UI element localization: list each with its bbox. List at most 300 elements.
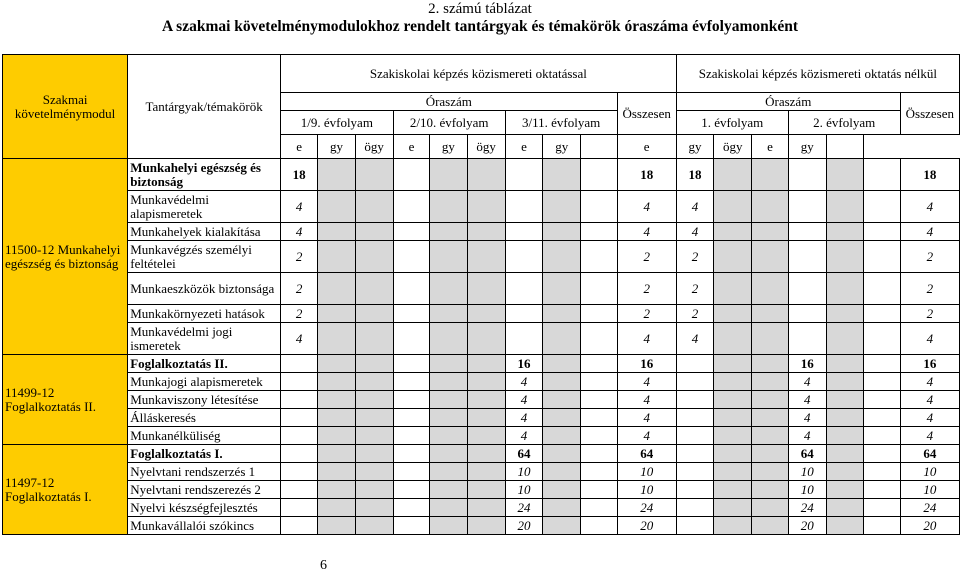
subject-name: Nyelvtani rendszerezés 2: [128, 481, 281, 499]
cell-empty: [543, 499, 581, 517]
cell-empty: [863, 223, 900, 241]
cell-empty: [543, 391, 581, 409]
subject-name: Munkajogi alapismeretek: [128, 373, 281, 391]
cell-empty: [714, 273, 752, 305]
cell-empty: [826, 355, 863, 373]
cell-y3-e: 20: [505, 517, 543, 535]
cell-empty: [355, 191, 393, 223]
cell-empty: [318, 481, 355, 499]
cell-empty: [863, 517, 900, 535]
header-total-1: Összesen: [617, 93, 676, 135]
cell-empty: [393, 241, 429, 273]
cell-empty: [318, 323, 355, 355]
cell-empty: [467, 499, 505, 517]
cell-empty: [752, 323, 788, 355]
subheader-gy: gy: [318, 135, 355, 159]
cell-empty: [788, 241, 826, 273]
cell-empty: [393, 517, 429, 535]
cell-empty: [863, 391, 900, 409]
cell-n2-e: 16: [788, 355, 826, 373]
cell-empty: [393, 463, 429, 481]
cell-empty: [543, 355, 581, 373]
cell-empty: [467, 463, 505, 481]
cell-empty: [505, 273, 543, 305]
table-row: [3, 481, 960, 499]
cell-empty: [280, 445, 317, 463]
cell-empty: [714, 159, 752, 191]
cell-empty: [505, 159, 543, 191]
cell-y1-e: 4: [280, 323, 317, 355]
cell-empty: [318, 409, 355, 427]
table-caption: [0, 0, 960, 36]
cell-empty: [467, 445, 505, 463]
cell-empty: [430, 445, 467, 463]
cell-empty: [318, 427, 355, 445]
cell-empty: [430, 273, 467, 305]
cell-empty: [543, 223, 581, 241]
header-hours-1: Óraszám: [280, 93, 617, 111]
cell-empty: [543, 463, 581, 481]
cell-empty: [430, 241, 467, 273]
cell-y1-e: 2: [280, 305, 317, 323]
cell-empty: [467, 373, 505, 391]
cell-y3-e: 4: [505, 391, 543, 409]
cell-empty: [467, 481, 505, 499]
cell-empty: [676, 427, 713, 445]
cell-n2-e: 4: [788, 409, 826, 427]
cell-empty: [280, 463, 317, 481]
cell-empty: [393, 499, 429, 517]
cell-empty: [280, 481, 317, 499]
cell-empty: [467, 323, 505, 355]
cell-empty: [826, 159, 863, 191]
cell-empty: [318, 273, 355, 305]
cell-y1-e: 18: [280, 159, 317, 191]
table-row: [3, 159, 960, 191]
cell-empty: [505, 305, 543, 323]
cell-empty: [355, 241, 393, 273]
subheader-gy: gy: [543, 135, 581, 159]
cell-empty: [581, 323, 617, 355]
cell-empty: [581, 223, 617, 241]
cell-empty: [543, 273, 581, 305]
cell-empty: [752, 463, 788, 481]
cell-empty: [467, 427, 505, 445]
header-hours-2: Óraszám: [676, 93, 900, 111]
cell-y3-e: 4: [505, 409, 543, 427]
cell-empty: [863, 373, 900, 391]
cell-empty: [430, 373, 467, 391]
header-year-2: 2/10. évfolyam: [393, 111, 505, 135]
cell-empty: [543, 427, 581, 445]
cell-empty: [752, 445, 788, 463]
cell-empty: [355, 305, 393, 323]
cell-empty: [788, 305, 826, 323]
cell-empty: [318, 191, 355, 223]
cell-total-1: 64: [617, 445, 676, 463]
cell-empty: [467, 159, 505, 191]
cell-empty: [355, 499, 393, 517]
cell-n2-e: 24: [788, 499, 826, 517]
cell-empty: [393, 373, 429, 391]
cell-empty: [676, 481, 713, 499]
cell-empty: [863, 323, 900, 355]
header-without-general: Szakiskolai képzés közismereti oktatás nélkül: [676, 55, 959, 93]
subject-name: Munkakörnyezeti hatások: [128, 305, 281, 323]
cell-empty: [581, 241, 617, 273]
header-with-general: Szakiskolai képzés közismereti oktatással: [280, 55, 676, 93]
cell-empty: [676, 445, 713, 463]
hours-table: [2, 54, 960, 535]
cell-empty: [714, 517, 752, 535]
cell-empty: [355, 481, 393, 499]
table-row: [3, 499, 960, 517]
cell-total-2: 2: [900, 305, 959, 323]
cell-empty: [581, 445, 617, 463]
cell-empty: [676, 517, 713, 535]
cell-empty: [714, 427, 752, 445]
cell-empty: [788, 223, 826, 241]
table-number: 2. számú táblázat: [428, 1, 532, 17]
cell-empty: [467, 191, 505, 223]
cell-empty: [714, 445, 752, 463]
table-row: [3, 409, 960, 427]
cell-empty: [863, 409, 900, 427]
cell-empty: [752, 273, 788, 305]
subject-name: Munkavállalói szókincs: [128, 517, 281, 535]
cell-empty: [676, 391, 713, 409]
table-row: [3, 463, 960, 481]
cell-empty: [318, 159, 355, 191]
cell-n2-e: 10: [788, 463, 826, 481]
subject-name: Álláskeresés: [128, 409, 281, 427]
cell-empty: [543, 373, 581, 391]
cell-empty: [752, 373, 788, 391]
cell-n2-e: 20: [788, 517, 826, 535]
cell-empty: [355, 409, 393, 427]
cell-total-2: 2: [900, 241, 959, 273]
cell-empty: [355, 463, 393, 481]
cell-empty: [280, 499, 317, 517]
cell-empty: [714, 391, 752, 409]
cell-empty: [430, 355, 467, 373]
cell-empty: [543, 323, 581, 355]
cell-n2-e: 4: [788, 373, 826, 391]
table-row: [3, 373, 960, 391]
cell-empty: [543, 191, 581, 223]
cell-empty: [393, 273, 429, 305]
cell-empty: [676, 355, 713, 373]
cell-total-1: 4: [617, 427, 676, 445]
subject-name: Nyelvi készségfejlesztés: [128, 499, 281, 517]
cell-total-1: 20: [617, 517, 676, 535]
cell-empty: [826, 445, 863, 463]
table-row: [3, 223, 960, 241]
cell-total-1: 4: [617, 409, 676, 427]
cell-empty: [714, 355, 752, 373]
cell-empty: [714, 223, 752, 241]
cell-empty: [430, 481, 467, 499]
cell-total-2: 4: [900, 191, 959, 223]
header-nyear-1: 1. évfolyam: [676, 111, 788, 135]
table-row: [3, 241, 960, 273]
cell-empty: [863, 481, 900, 499]
cell-total-2: 4: [900, 223, 959, 241]
cell-empty: [714, 499, 752, 517]
cell-empty: [467, 305, 505, 323]
subject-name: Munkavégzés személyi feltételei: [128, 241, 281, 273]
header-nyear-2: 2. évfolyam: [788, 111, 900, 135]
cell-total-1: 18: [617, 159, 676, 191]
cell-empty: [752, 305, 788, 323]
header-year-3: 3/11. évfolyam: [505, 111, 617, 135]
cell-empty: [714, 463, 752, 481]
cell-total-1: 16: [617, 355, 676, 373]
subject-name: Foglalkoztatás I.: [128, 445, 281, 463]
cell-empty: [826, 391, 863, 409]
cell-n1-e: 2: [676, 305, 713, 323]
cell-empty: [863, 191, 900, 223]
table-row: [3, 323, 960, 355]
subheader-e: e: [752, 135, 788, 159]
cell-total-2: 64: [900, 445, 959, 463]
cell-y3-e: 16: [505, 355, 543, 373]
cell-empty: [863, 241, 900, 273]
cell-n1-e: 2: [676, 241, 713, 273]
cell-empty: [714, 323, 752, 355]
cell-y1-e: 4: [280, 191, 317, 223]
cell-empty: [676, 409, 713, 427]
cell-empty: [467, 273, 505, 305]
cell-empty: [505, 323, 543, 355]
cell-empty: [430, 159, 467, 191]
cell-empty: [752, 481, 788, 499]
subheader-blank: [826, 135, 863, 159]
cell-empty: [393, 409, 429, 427]
subheader-ogy: ögy: [467, 135, 505, 159]
cell-empty: [318, 373, 355, 391]
cell-total-1: 4: [617, 323, 676, 355]
cell-empty: [318, 355, 355, 373]
cell-empty: [543, 305, 581, 323]
cell-empty: [318, 463, 355, 481]
cell-empty: [826, 409, 863, 427]
cell-empty: [581, 481, 617, 499]
cell-empty: [581, 159, 617, 191]
table-row: [3, 517, 960, 535]
table-row: [3, 305, 960, 323]
cell-empty: [752, 191, 788, 223]
cell-empty: [355, 273, 393, 305]
cell-empty: [318, 499, 355, 517]
cell-empty: [430, 323, 467, 355]
cell-empty: [355, 373, 393, 391]
cell-empty: [863, 159, 900, 191]
cell-empty: [826, 305, 863, 323]
cell-empty: [543, 409, 581, 427]
cell-empty: [393, 445, 429, 463]
cell-empty: [581, 409, 617, 427]
cell-empty: [752, 391, 788, 409]
subject-name: Munkahelyi egészség és biztonság: [128, 159, 281, 191]
cell-empty: [430, 499, 467, 517]
cell-empty: [280, 517, 317, 535]
cell-y3-e: 4: [505, 373, 543, 391]
cell-total-1: 2: [617, 241, 676, 273]
cell-empty: [393, 355, 429, 373]
cell-empty: [355, 223, 393, 241]
cell-total-1: 4: [617, 391, 676, 409]
subheader-gy: gy: [676, 135, 713, 159]
cell-empty: [863, 305, 900, 323]
cell-empty: [355, 355, 393, 373]
cell-empty: [863, 463, 900, 481]
header-total-2: Összesen: [900, 93, 959, 135]
cell-empty: [863, 445, 900, 463]
cell-empty: [430, 409, 467, 427]
cell-empty: [581, 499, 617, 517]
subject-name: Munkanélküliség: [128, 427, 281, 445]
cell-empty: [826, 273, 863, 305]
cell-total-1: 4: [617, 373, 676, 391]
cell-empty: [318, 517, 355, 535]
cell-y3-e: 64: [505, 445, 543, 463]
cell-empty: [543, 517, 581, 535]
cell-empty: [581, 305, 617, 323]
cell-empty: [581, 355, 617, 373]
cell-empty: [752, 409, 788, 427]
cell-empty: [393, 191, 429, 223]
cell-n2-e: 4: [788, 391, 826, 409]
cell-empty: [393, 223, 429, 241]
cell-empty: [318, 223, 355, 241]
cell-total-2: 18: [900, 159, 959, 191]
subject-name: Munkavédelmi alapismeretek: [128, 191, 281, 223]
cell-empty: [430, 305, 467, 323]
cell-empty: [676, 499, 713, 517]
cell-empty: [430, 223, 467, 241]
header-subject: Tantárgyak/témakörök: [128, 55, 281, 159]
cell-empty: [752, 241, 788, 273]
cell-total-2: 16: [900, 355, 959, 373]
cell-empty: [826, 499, 863, 517]
cell-empty: [467, 517, 505, 535]
cell-empty: [752, 517, 788, 535]
cell-total-1: 2: [617, 273, 676, 305]
cell-empty: [788, 159, 826, 191]
cell-empty: [863, 499, 900, 517]
cell-empty: [393, 159, 429, 191]
cell-n1-e: 18: [676, 159, 713, 191]
cell-empty: [543, 159, 581, 191]
cell-empty: [393, 391, 429, 409]
cell-empty: [430, 427, 467, 445]
cell-empty: [280, 427, 317, 445]
cell-empty: [355, 445, 393, 463]
cell-empty: [543, 241, 581, 273]
cell-empty: [581, 517, 617, 535]
cell-empty: [467, 391, 505, 409]
subheader-ogy: ögy: [355, 135, 393, 159]
cell-empty: [714, 481, 752, 499]
cell-empty: [788, 323, 826, 355]
cell-y3-e: 10: [505, 481, 543, 499]
cell-n1-e: 4: [676, 323, 713, 355]
cell-empty: [467, 241, 505, 273]
table-row: [3, 445, 960, 463]
cell-y1-e: 2: [280, 273, 317, 305]
cell-empty: [826, 427, 863, 445]
cell-empty: [318, 391, 355, 409]
cell-empty: [581, 463, 617, 481]
cell-total-2: 10: [900, 481, 959, 499]
cell-empty: [505, 223, 543, 241]
cell-total-2: 4: [900, 409, 959, 427]
cell-empty: [467, 409, 505, 427]
cell-total-1: 24: [617, 499, 676, 517]
cell-empty: [752, 499, 788, 517]
cell-n2-e: 10: [788, 481, 826, 499]
subheader-gy: gy: [788, 135, 826, 159]
cell-empty: [788, 273, 826, 305]
cell-empty: [581, 373, 617, 391]
subheader-ogy: ögy: [714, 135, 752, 159]
subject-name: Munkavédelmi jogi ismeretek: [128, 323, 281, 355]
table-row: [3, 427, 960, 445]
cell-empty: [581, 427, 617, 445]
cell-total-1: 10: [617, 481, 676, 499]
cell-y1-e: 4: [280, 223, 317, 241]
subheader-blank: [581, 135, 617, 159]
cell-empty: [752, 427, 788, 445]
cell-total-1: 10: [617, 463, 676, 481]
cell-empty: [714, 373, 752, 391]
cell-empty: [863, 427, 900, 445]
cell-total-1: 2: [617, 305, 676, 323]
cell-y3-e: 4: [505, 427, 543, 445]
cell-total-2: 4: [900, 373, 959, 391]
cell-empty: [467, 355, 505, 373]
cell-total-2: 4: [900, 391, 959, 409]
subject-name: Munkaviszony létesítése: [128, 391, 281, 409]
subheader-e: e: [280, 135, 317, 159]
table-row: [3, 391, 960, 409]
cell-empty: [505, 191, 543, 223]
cell-empty: [543, 445, 581, 463]
cell-empty: [752, 355, 788, 373]
subject-name: Munkahelyek kialakítása: [128, 223, 281, 241]
cell-empty: [505, 241, 543, 273]
cell-empty: [788, 191, 826, 223]
cell-total-2: 20: [900, 517, 959, 535]
module-cell: 11499-12 Foglalkoztatás II.: [3, 355, 128, 445]
cell-empty: [355, 517, 393, 535]
cell-empty: [430, 191, 467, 223]
cell-empty: [826, 323, 863, 355]
cell-total-2: 4: [900, 427, 959, 445]
cell-total-2: 4: [900, 323, 959, 355]
cell-empty: [826, 481, 863, 499]
subject-name: Nyelvtani rendszerzés 1: [128, 463, 281, 481]
cell-empty: [280, 409, 317, 427]
subject-name: Munkaeszközök biztonsága: [128, 273, 281, 305]
subheader-e: e: [617, 135, 676, 159]
cell-empty: [355, 323, 393, 355]
cell-empty: [863, 355, 900, 373]
cell-empty: [280, 391, 317, 409]
subheader-e: e: [393, 135, 429, 159]
table-title: A szakmai követelménymodulokhoz rendelt tantárgyak és témakörök óraszáma évfolyamonként: [161, 18, 799, 35]
